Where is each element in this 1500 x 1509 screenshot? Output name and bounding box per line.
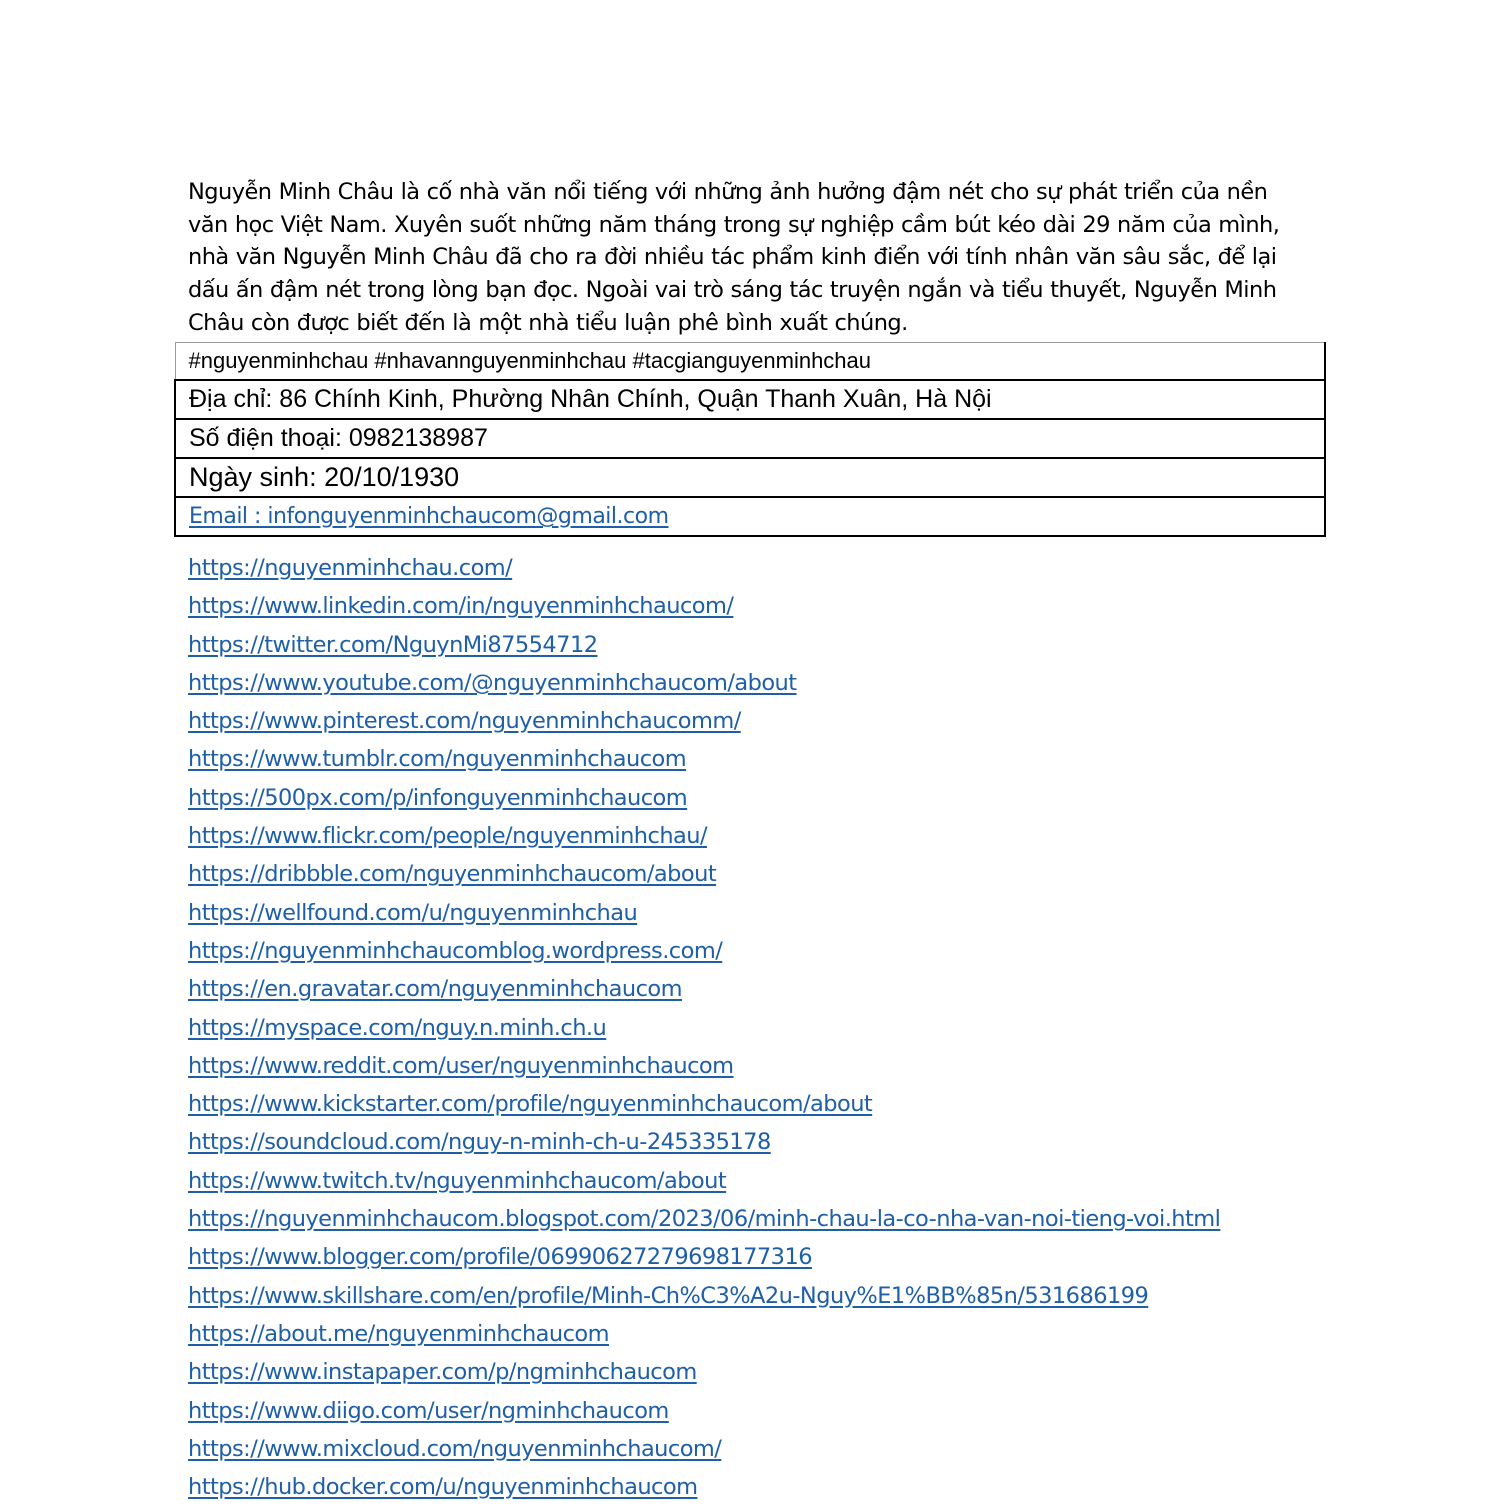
email-cell [175,497,1325,536]
list-item [188,587,1220,625]
list-item [188,1123,1220,1161]
kickstarter-link[interactable]: https://www.kickstarter.com/profile/nguyenminhchaucom/about [188,1091,873,1118]
soundcloud-link[interactable]: https://soundcloud.com/nguy-n-minh-ch-u-245335178 [188,1129,771,1156]
list-item [188,855,1220,893]
instapaper-link[interactable]: https://www.instapaper.com/p/ngminhchaucom [188,1359,697,1386]
list-item [188,549,1220,587]
table-row [175,458,1325,497]
blogger-link[interactable]: https://www.blogger.com/profile/06990627279698177316 [188,1244,812,1271]
skillshare-link[interactable]: https://www.skillshare.com/en/profile/Minh-Ch%C3%A2u-Nguy%E1%BB%85n/531686199 [188,1282,1149,1309]
aboutme-link[interactable]: https://about.me/nguyenminhchaucom [188,1320,610,1347]
link-list [188,549,1220,1506]
youtube-link[interactable]: https://www.youtube.com/@nguyenminhchaucom/about [188,669,797,696]
table-row [175,419,1325,458]
phone-cell: Số điện thoại: 0982138987 [175,419,1325,458]
list-item [188,1200,1220,1238]
table-row [175,380,1325,419]
docker-hub-link[interactable]: https://hub.docker.com/u/nguyenminhchaucom [188,1474,698,1501]
list-item [188,1238,1220,1276]
twitter-link[interactable]: https://twitter.com/NguynMi87554712 [188,631,598,658]
list-item [188,970,1220,1008]
website-link[interactable]: https://nguyenminhchau.com/ [188,555,513,581]
list-item [188,626,1220,664]
wordpress-link[interactable]: https://nguyenminhchaucomblog.wordpress.com/ [188,937,723,964]
mixcloud-link[interactable]: https://www.mixcloud.com/nguyenminhchaucom/ [188,1435,722,1462]
dribbble-link[interactable]: https://dribbble.com/nguyenminhchaucom/about [188,861,717,888]
gravatar-link[interactable]: https://en.gravatar.com/nguyenminhchaucom [188,976,683,1003]
wellfound-link[interactable]: https://wellfound.com/u/nguyenminhchau [188,899,638,926]
list-item [188,1085,1220,1123]
reddit-link[interactable]: https://www.reddit.com/user/nguyenminhchaucom [188,1052,734,1079]
email-link[interactable]: Email : infonguyenminhchaucom@gmail.com [189,504,669,529]
address-cell: Địa chỉ: 86 Chính Kinh, Phường Nhân Chính, Quận Thanh Xuân, Hà Nội [175,380,1325,419]
tumblr-link[interactable]: https://www.tumblr.com/nguyenminhchaucom [188,746,687,773]
list-item [188,1315,1220,1353]
list-item [188,1468,1220,1506]
linkedin-link[interactable]: https://www.linkedin.com/in/nguyenminhchaucom/ [188,593,734,620]
list-item [188,1277,1220,1315]
twitch-link[interactable]: https://www.twitch.tv/nguyenminhchaucom/about [188,1167,727,1194]
list-item [188,702,1220,740]
list-item [188,817,1220,855]
pinterest-link[interactable]: https://www.pinterest.com/nguyenminhchaucomm/ [188,708,741,735]
diigo-link[interactable]: https://www.diigo.com/user/ngminhchaucom [188,1397,669,1424]
list-item [188,1009,1220,1047]
list-item [188,1162,1220,1200]
list-item [188,1047,1220,1085]
500px-link[interactable]: https://500px.com/p/infonguyenminhchaucom [188,784,688,811]
table-row [175,497,1325,536]
birth-date-cell: Ngày sinh: 20/10/1930 [175,458,1325,497]
list-item [188,894,1220,932]
list-item [188,1392,1220,1430]
blogspot-link[interactable]: https://nguyenminhchaucom.blogspot.com/2023/06/minh-chau-la-co-nha-van-noi-tieng-voi.html [188,1206,1221,1233]
list-item [188,740,1220,778]
myspace-link[interactable]: https://myspace.com/nguy.n.minh.ch.u [188,1014,607,1041]
contact-info-table [174,342,1326,537]
list-item [188,1430,1220,1468]
hashtags-cell: #nguyenminhchau #nhavannguyenminhchau #tacgianguyenminhchau [175,343,1325,381]
list-item [188,779,1220,817]
flickr-link[interactable]: https://www.flickr.com/people/nguyenminhchau/ [188,823,708,850]
list-item [188,1353,1220,1391]
table-row [175,343,1325,381]
list-item [188,664,1220,702]
list-item [188,932,1220,970]
intro-paragraph: Nguyễn Minh Châu là cố nhà văn nổi tiếng với những ảnh hưởng đậm nét cho sự phát triển của nền văn học Việt Nam. Xuyên suốt những năm tháng trong sự nghiệp cầm bút kéo dài 29 năm của mình, nhà văn Nguyễn Minh Châu đã cho ra đời nhiều tác phẩm kinh điển với tính nhân văn sâu sắc, để lại dấu ấn đậm nét trong lòng bạn đọc. Ngoài vai trò sáng tác truyện ngắn và tiểu thuyết, Nguyễn Minh Châu còn được biết đến là một nhà tiểu luận phê bình xuất chúng. [188,179,1280,336]
